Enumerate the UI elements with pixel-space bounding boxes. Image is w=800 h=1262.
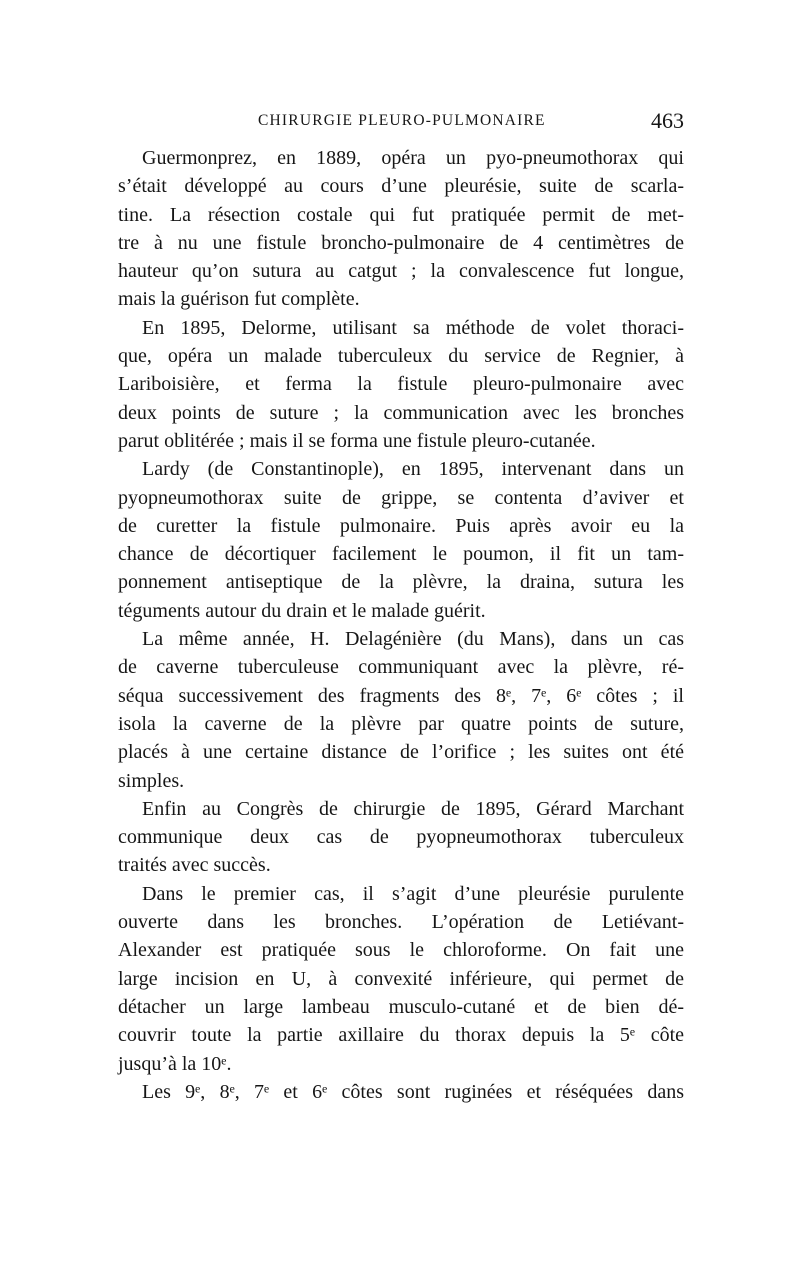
- text-line: Enfin au Congrès de chirurgie de 1895, Gérard Marchant: [142, 797, 684, 820]
- text-line: parut oblitérée ; mais il se forma une fistule pleuro-cutanée.: [118, 429, 596, 452]
- text-line: de curetter la fistule pulmonaire. Puis après avoir eu la: [118, 514, 684, 537]
- text-line: hauteur qu’on sutura au catgut ; la convalescence fut longue,: [118, 260, 684, 283]
- body-text: [118, 144, 684, 1106]
- text-line: de caverne tuberculeuse communiquant avec la plèvre, ré-: [118, 656, 684, 679]
- paragraph: [118, 144, 684, 314]
- text-line: Lardy (de Constantinople), en 1895, intervenant dans un: [142, 458, 684, 481]
- paragraph: [118, 314, 684, 455]
- text-line: placés à une certaine distance de l’orifice ; les suites ont été: [118, 741, 684, 764]
- text-line: ouverte dans les bronches. L’opération de Letiévant-: [118, 911, 684, 934]
- text-line: couvrir toute la partie axillaire du thorax depuis la 5ᵉ côte: [118, 1024, 684, 1047]
- text-line: mais la guérison fut complète.: [118, 288, 360, 311]
- running-title: CHIRURGIE PLEURO-PULMONAIRE: [258, 112, 546, 129]
- text-line: large incision en U, à convexité inférieure, qui permet de: [118, 967, 684, 990]
- text-line: Dans le premier cas, il s’agit d’une pleurésie purulente: [142, 882, 684, 905]
- paragraph: [118, 880, 684, 1078]
- text-line: ponnement antiseptique de la plèvre, la draina, sutura les: [118, 571, 684, 594]
- text-line: Lariboisière, et ferma la fistule pleuro-pulmonaire avec: [118, 373, 684, 396]
- text-line: deux points de suture ; la communication avec les bronches: [118, 401, 684, 424]
- book-page: [118, 108, 684, 1106]
- page-number: 463: [651, 108, 684, 133]
- text-line: communique deux cas de pyopneumothorax tuberculeux: [118, 826, 684, 849]
- paragraph: [118, 625, 684, 795]
- text-line: jusqu’à la 10ᵉ.: [118, 1052, 232, 1075]
- text-line: séqua successivement des fragments des 8ᵉ, 7ᵉ, 6ᵉ côtes ; il: [118, 684, 684, 707]
- text-line: pyopneumothorax suite de grippe, se contenta d’aviver et: [118, 486, 684, 509]
- running-head: [118, 108, 684, 144]
- paragraph: [118, 795, 684, 880]
- text-line: isola la caverne de la plèvre par quatre points de suture,: [118, 712, 684, 735]
- text-line: détacher un large lambeau musculo-cutané et de bien dé-: [118, 995, 684, 1018]
- text-line: chance de décortiquer facilement le poumon, il fit un tam-: [118, 543, 684, 566]
- text-line: téguments autour du drain et le malade guérit.: [118, 599, 486, 622]
- text-line: que, opéra un malade tuberculeux du service de Regnier, à: [118, 345, 684, 368]
- text-line: Guermonprez, en 1889, opéra un pyo-pneumothorax qui: [142, 147, 684, 169]
- text-line: En 1895, Delorme, utilisant sa méthode de volet thoraci-: [142, 316, 684, 339]
- paragraph: [118, 455, 684, 625]
- text-line: simples.: [118, 769, 185, 792]
- text-line: La même année, H. Delagénière (du Mans), dans un cas: [142, 628, 684, 651]
- text-line: traités avec succès.: [118, 854, 271, 877]
- text-line: s’était développé au cours d’une pleurésie, suite de scarla-: [118, 175, 684, 198]
- text-line: tine. La résection costale qui fut pratiquée permit de met-: [118, 203, 684, 226]
- text-line: Alexander est pratiquée sous le chloroforme. On fait une: [118, 939, 684, 962]
- text-line: Les 9ᵉ, 8ᵉ, 7ᵉ et 6ᵉ côtes sont ruginées et réséquées dans: [142, 1080, 684, 1103]
- text-line: tre à nu une fistule broncho-pulmonaire de 4 centimètres de: [118, 231, 684, 254]
- paragraph: [118, 1078, 684, 1106]
